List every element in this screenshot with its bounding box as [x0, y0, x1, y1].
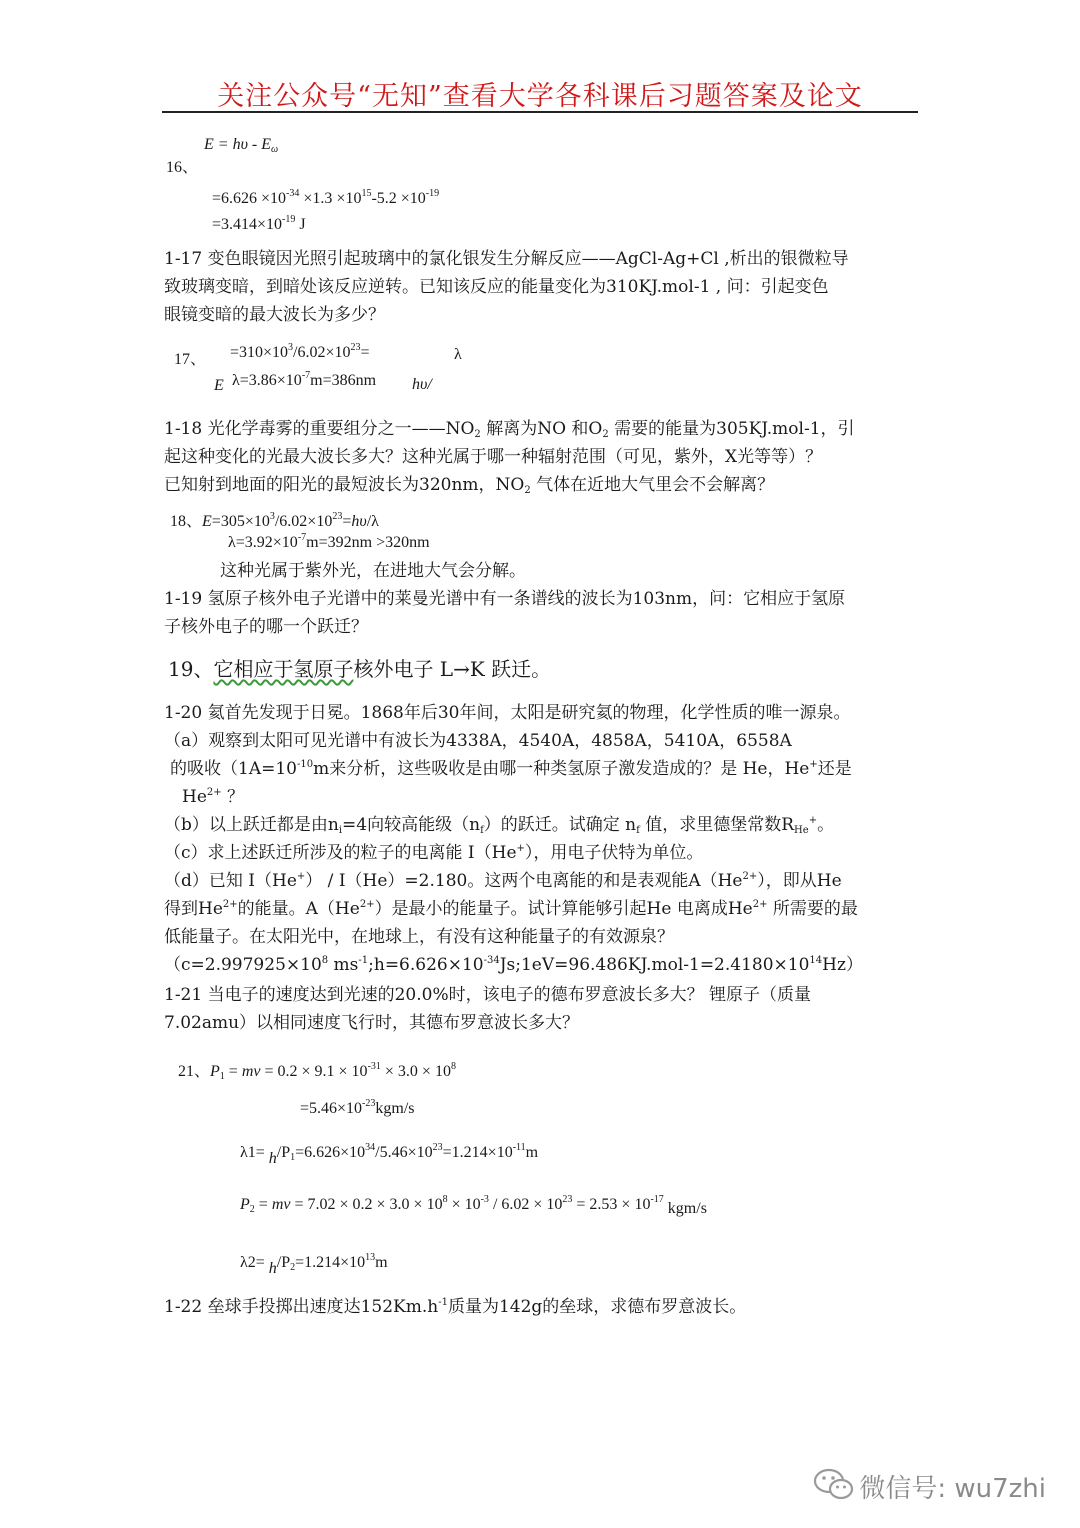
header-rule — [162, 111, 918, 113]
answer-16-number: 16、 — [166, 159, 199, 176]
answer-19-wavy: 它相应于氢原子 — [213, 657, 354, 681]
page-header: 关注公众号“无知”查看大学各科课后习题答案及论文 — [217, 81, 863, 112]
answer-21-line5: $\lambda 2= h/P_2=1.214\times 10^{13}m$ — [240, 1252, 388, 1277]
answer-18-line2: $\lambda=3.92\times 10^{-7}m=392nm >320nm$ — [228, 532, 430, 551]
question-20-line1: 1-20 氦首先发现于日冕。1868年后30年间，太阳是研究氦的物理，化学性质的唯一源泉。 — [164, 703, 851, 723]
answer-17-line1: $=310\times 10^3/6.02\times 10^{23}=$ — [230, 342, 370, 361]
answer-17-hv: hυ/ — [412, 376, 432, 393]
question-20-line10: （$c=2.997925\times 10^8$ $ms^{-1};h=6.626\times 10^{-34}Js;1eV=96.486KJ.mol-1=2.4180\times 10^{14}Hz$） — [164, 955, 863, 975]
question-17-line1: 1-17 变色眼镜因光照引起玻璃中的氯化银发生分解反应——AgCl-Ag+Cl ,析出的银微粒导 — [164, 249, 849, 269]
wechat-icon — [812, 1466, 856, 1504]
question-19-line1: 1-19 氢原子核外电子光谱中的莱曼光谱中有一条谱线的波长为103nm，问：它相应于氢原 — [164, 589, 846, 609]
question-22-line1: 1-22 垒球手投掷出速度达$152Km.h^{-1}$质量为142g的垒球，求德布罗意波长。 — [164, 1297, 747, 1317]
answer-21-line3: $\lambda 1= h/P_1=6.626\times 10^{34}/5.46\times 10^{23}=1.214\times 10^{-11}m$ — [240, 1142, 539, 1167]
question-21-line1: 1-21 当电子的速度达到光速的20.0%时，该电子的德布罗意波长多大？ 锂原子（质量 — [164, 985, 812, 1005]
question-20-line9: 低能量子。在太阳光中，在地球上，有没有这种能量子的有效源泉？ — [164, 927, 674, 947]
question-20-line8: 得到$He^{2+}$的能量。$A(He^{2+})$是最小的能量子。试计算能够引起He 电离成$He^{2+}$ 所需要的最 — [164, 899, 858, 919]
answer-21-line1: 21、$P_1$ = mv = $0.2 \times 9.1 \times 10^{-31} \times 3.0 \times 10^8$ — [178, 1061, 456, 1082]
question-17-line3: 眼镜变暗的最大波长为多少？ — [164, 305, 385, 325]
answer-18-line3: 这种光属于紫外光，在进地大气会分解。 — [220, 561, 526, 581]
question-20-line6: （c）求上述跃迁所涉及的粒子的电离能 I（He+），用电子伏特为单位。 — [164, 843, 704, 863]
answer-16-line1: $=6.626 \times 10^{-34} \times 1.3 \times 10^{15}-5.2 \times 10^{-19}$ — [212, 188, 440, 207]
answer-19-pre: 19、 — [168, 657, 214, 681]
answer-18-line1: 18、$E=305\times 10^3/6.02\times 10^{23}=h\upsilon/\lambda$ — [170, 511, 379, 530]
question-20-line2: （a）观察到太阳可见光谱中有波长为4338A，4540A，4858A，5410A，6558A — [164, 731, 792, 751]
answer-19 — [168, 658, 551, 680]
question-19-line2: 子核外电子的哪一个跃迁？ — [164, 617, 368, 637]
answer-21-line2: $=5.46\times 10^{-23}kgm/s$ — [300, 1098, 415, 1117]
question-18-line3: 已知射到地面的阳光的最短波长为320nm，$NO_2$ 气体在近地大气里会不会解离？ — [164, 475, 775, 496]
watermark-text: 微信号: wu7zhi — [859, 1474, 1046, 1504]
answer-17-E: E — [214, 377, 224, 394]
question-20-line3: 的吸收（$1A=10^{-10}m$来分析，这些吸收是由哪一种类氢原子激发造成的？是 He，He+还是 — [170, 759, 852, 779]
answer-21-line4: $P_2$ = mv = $7.02 \times 0.2 \times 3.0 \times 10^8 \times 10^{-3} / 6.02 \times 10^{23} = 2.53 \times 10^{-17}$ kgm/s — [240, 1194, 707, 1217]
question-20-line4: $He^{2+}$ ？ — [182, 787, 245, 807]
question-18-line1: 1-18 光化学毒雾的重要组分之一$——NO_2$ 解离为NO 和$O_2$ 需要的能量为305KJ.mol-1，引 — [164, 419, 855, 440]
question-20-line5: （b）以上跃迁都是由$n_i=4$向较高能级$(n_f)$的跃迁。试确定 $n_f$ 值，求里德堡常数$R_{He}^+$。 — [164, 815, 835, 836]
answer-16-line2: $=3.414\times 10^{-19}$ J — [212, 214, 306, 233]
answer-19-post: 核外电子 L→K 跃迁。 — [353, 657, 552, 681]
question-20-line7: （d）已知 I（He+） / I（He）=2.180。这两个电离能的和是表观能$A(He^{2+})$，即从He — [164, 871, 842, 891]
answer-17-line2: $\lambda=3.86\times 10^{-7}m=386nm$ — [232, 370, 377, 389]
answer-17-lambda: λ — [454, 346, 462, 363]
answer-17-number: 17、 — [174, 351, 207, 368]
question-17-line2: 致玻璃变暗，到暗处该反应逆转。已知该反应的能量变化为310KJ.mol-1 , 问：引起变色 — [164, 277, 829, 297]
answer-16-formula: $E = h\upsilon - E_\omega$ — [204, 136, 279, 155]
question-21-line2: 7.02amu）以相同速度飞行时，其德布罗意波长多大？ — [164, 1013, 580, 1033]
question-18-line2: 起这种变化的光最大波长多大？这种光属于哪一种辐射范围（可见，紫外，X光等等）？ — [164, 447, 823, 467]
